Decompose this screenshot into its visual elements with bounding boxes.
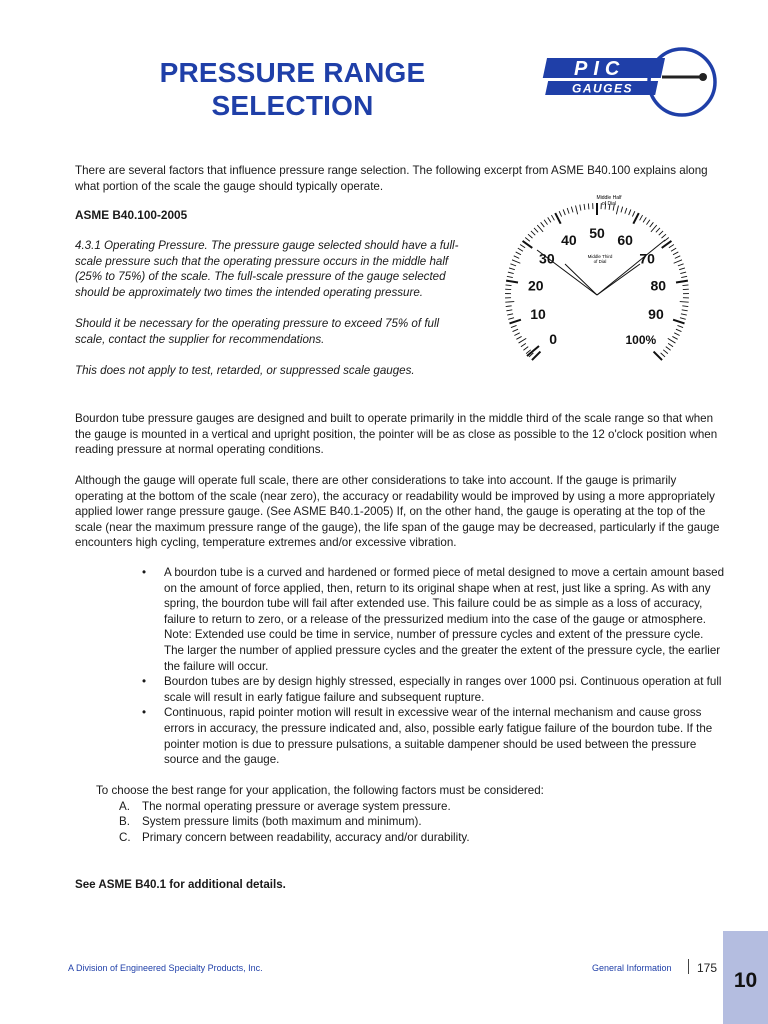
gauge-tick [584, 204, 585, 210]
gauge-tick [512, 260, 520, 263]
footer-company: A Division of Engineered Specialty Products, Inc. [68, 963, 263, 973]
gauge-tick [676, 281, 688, 283]
gauge-tick [678, 264, 684, 266]
gauge-tick [650, 222, 654, 227]
excerpt-paragraph-1: 4.3.1 Operating Pressure. The pressure gauge selected should have a full-scale pressure such that the operating pressure occurs in the middle half (25% to 75%) of the scale. The full-scale pressure of the gauge selected should be approximately two times the intended operating pressure. [75, 239, 459, 299]
standard-excerpt [75, 238, 465, 394]
gauge-tick [680, 302, 689, 303]
gauge-tick [516, 336, 521, 339]
factor-letter: C. [119, 830, 131, 844]
gauge-tick [680, 318, 686, 320]
standard-heading: ASME B40.100-2005 [75, 208, 188, 222]
excerpt-paragraph-3: This does not apply to test, retarded, or suppressed scale gauges. [75, 363, 415, 377]
gauge-tick [509, 268, 515, 270]
gauge-scale-label: 70 [639, 250, 655, 267]
title-line-2: SELECTION [211, 90, 374, 121]
gauge-tick [567, 208, 569, 214]
gauge-scale-label: 20 [527, 277, 544, 294]
gauge-tick [551, 215, 554, 220]
bullet-list [140, 565, 725, 768]
gauge-tick [629, 209, 631, 215]
gauge-dial-figure [505, 192, 715, 364]
gauge-tick [506, 310, 512, 311]
gauge-tick [674, 260, 682, 263]
gauge-tick [506, 285, 512, 286]
title-line-1: PRESSURE RANGE [159, 57, 426, 88]
page-number: 175 [697, 961, 718, 975]
gauge-tick [514, 256, 519, 259]
factor-text: The normal operating pressure or average system pressure. [142, 799, 451, 813]
gauge-tick [559, 211, 561, 216]
gauge-tick [528, 234, 533, 238]
gauge-tick [521, 343, 526, 346]
gauge-tick [588, 203, 589, 209]
gauge-tick [537, 225, 543, 232]
gauge-tick [680, 272, 686, 273]
gauge-labels [528, 225, 666, 347]
gauge-tick [643, 217, 646, 222]
gauge-tick [514, 333, 519, 336]
gauge-tick [682, 306, 688, 307]
gauge-tick [640, 215, 643, 220]
gauge-tick [580, 205, 581, 211]
gauge-tick [651, 225, 657, 232]
factors-intro: To choose the best range for your application, the following factors must be considered: [96, 784, 544, 797]
middle-third-right-line [597, 264, 640, 295]
gauge-tick [669, 244, 674, 247]
body-paragraph-1: Bourdon tube pressure gauges are designed and built to operate primarily in the middle third of the scale range so that when the gauge is mounted in a vertical and upright position, the pointer will be as close as possible to the 12 o'clock position when reading pressure at normal operating conditions. [75, 412, 718, 457]
gauge-tick [516, 252, 521, 255]
gauge-tick [576, 206, 578, 215]
gauge-tick [541, 222, 545, 227]
gauge-scale-label: 30 [539, 250, 555, 267]
middle-half-label-2: of Dial [601, 201, 617, 207]
gauge-tick [673, 320, 684, 324]
gauge-tick [675, 256, 680, 259]
gauge-tick [506, 281, 518, 283]
logo-text-top: PIC [574, 58, 626, 80]
page-title [120, 56, 465, 122]
pic-gauges-logo [542, 44, 720, 120]
gauge-tick [510, 264, 516, 266]
gauge-scale-label: 60 [617, 231, 633, 248]
gauge-scale-label: 90 [648, 306, 664, 323]
gauge-tick [625, 208, 627, 214]
gauge-tick [621, 207, 623, 213]
gauge-tick [656, 228, 660, 232]
gauge-tick [508, 272, 514, 273]
gauge-scale-label: 50 [589, 225, 605, 241]
middle-third-label-2: of Dial [593, 259, 607, 264]
gauge-tick [677, 325, 683, 327]
footer-divider [688, 959, 689, 974]
gauge-tick [663, 350, 668, 354]
gauge-tick [682, 310, 688, 311]
gauge-scale-label: 100% [625, 332, 657, 347]
footer-section: General Information [592, 963, 672, 973]
section-tab [723, 931, 768, 1024]
gauge-tick [659, 231, 663, 235]
range-factors [96, 783, 716, 845]
gauge-tick [507, 276, 513, 277]
gauge-scale-label: 80 [650, 277, 667, 294]
gauge-tick [616, 206, 618, 215]
gauge-tick [646, 220, 649, 225]
intro-paragraph: There are several factors that influence pressure range selection. The following excerpt from ASME B40.100 explains along what portion of the scale the gauge should typically operate. [75, 164, 708, 193]
factor-letter: A. [119, 799, 130, 813]
logo-text-bottom: GAUGES [572, 81, 634, 96]
list-item: • Continuous, rapid pointer motion will result in excessive wear of the internal mechanism and cause gross errors in accuracy, the pressure indicated and, also, possible early fatigue failure of the bourdon tube. If the pointer motion is due to pressure pulsations, a suitable dampener should be used between the pressure source and the gauge. [140, 705, 725, 767]
gauge-tick [507, 314, 513, 315]
gauge-tick [681, 314, 687, 315]
gauge-tick [563, 209, 565, 215]
factor-item [96, 814, 716, 830]
factor-item [96, 830, 716, 846]
gauge-tick [511, 325, 517, 327]
gauge-tick [673, 252, 678, 255]
factor-letter: B. [119, 815, 130, 829]
gauge-tick [548, 217, 551, 222]
gauge-tick [666, 347, 671, 351]
gauge-tick [519, 338, 527, 343]
middle-third-left-line [565, 264, 597, 295]
gauge-tick [632, 211, 634, 216]
gauge-tick [679, 268, 685, 270]
list-item: • A bourdon tube is a curved and hardened or formed piece of metal designed to move a certain amount based on the amount of force applied, then, return to its original shape when at rest, just like a spring. As with any spring, the bourdon tube will fail after extended use. This failure could be as simple as a loss of accuracy, failure to return to zero, or a release of the pressurized medium into the case of the gauge or atmosphere. Note: Extended use could be time in service, number of pressure cycles and extent of the pressure cycle. The larger the number of applied pressure cycles and the greater the extent of the pressure cycle, the earlier the failure will occur. [140, 565, 725, 674]
gauge-scale-label: 0 [549, 330, 558, 347]
gauge-tick [506, 306, 512, 307]
gauge-tick [534, 228, 538, 232]
gauge-tick [518, 248, 523, 251]
gauge-tick [676, 329, 682, 331]
gauge-tick [571, 207, 573, 213]
gauge-tick [520, 244, 525, 247]
gauge-tick [510, 320, 521, 324]
gauge-tick [661, 353, 665, 357]
gauge-tick [682, 285, 688, 286]
gauge-tick [531, 231, 535, 235]
middle-third-label-1: Middle Third [587, 254, 613, 259]
gauge-tick [668, 343, 673, 346]
gauge-tick [555, 213, 560, 224]
gauge-tick [508, 318, 514, 320]
gauge-tick [633, 213, 638, 224]
gauge-tick [523, 347, 528, 351]
middle-half-label-1: Middle Half [596, 195, 622, 201]
gauge-tick [544, 220, 547, 225]
gauge-tick [525, 237, 530, 241]
gauge-tick [672, 336, 677, 339]
factor-item [96, 799, 716, 815]
gauge-tick [671, 248, 676, 251]
gauge-tick [662, 234, 667, 238]
gauge-tick [681, 276, 687, 277]
gauge-tick [513, 329, 519, 331]
gauge-tick [668, 338, 676, 343]
section-tab-number: 10 [733, 969, 758, 992]
gauge-scale-label: 40 [561, 231, 577, 248]
factor-text: System pressure limits (both maximum and minimum). [142, 815, 422, 829]
list-item: • Bourdon tubes are by design highly stressed, especially in ranges over 1000 psi. Continuous operation at full scale will result in early fatigue failure and subsequent rupture. [140, 674, 725, 705]
excerpt-paragraph-2: Should it be necessary for the operating pressure to exceed 75% of full scale, contact the supplier for recommendations. [75, 316, 440, 346]
gauge-tick [505, 302, 514, 303]
gauge-scale-label: 10 [530, 306, 546, 323]
gauge-tick [674, 333, 679, 336]
body-paragraph-2: Although the gauge will operate full scale, there are other considerations to take into account. If the gauge is primarily operating at the bottom of the scale (near zero), the accuracy or readability would be improved by using a more appropriately applied lower range pressure gauge. (See ASME B40.1-2005) If, on the other hand, the gauge is operating at the top of the scale (near the maximum pressure range of the gauge), the life span of the gauge may be decreased, particularly if the gauge encounters high cycling, temperature extremes and/or excessive vibration. [75, 474, 720, 550]
factor-text: Primary concern between readability, accuracy and/or durability. [142, 830, 470, 844]
see-also-note: See ASME B40.1 for additional details. [75, 878, 286, 891]
